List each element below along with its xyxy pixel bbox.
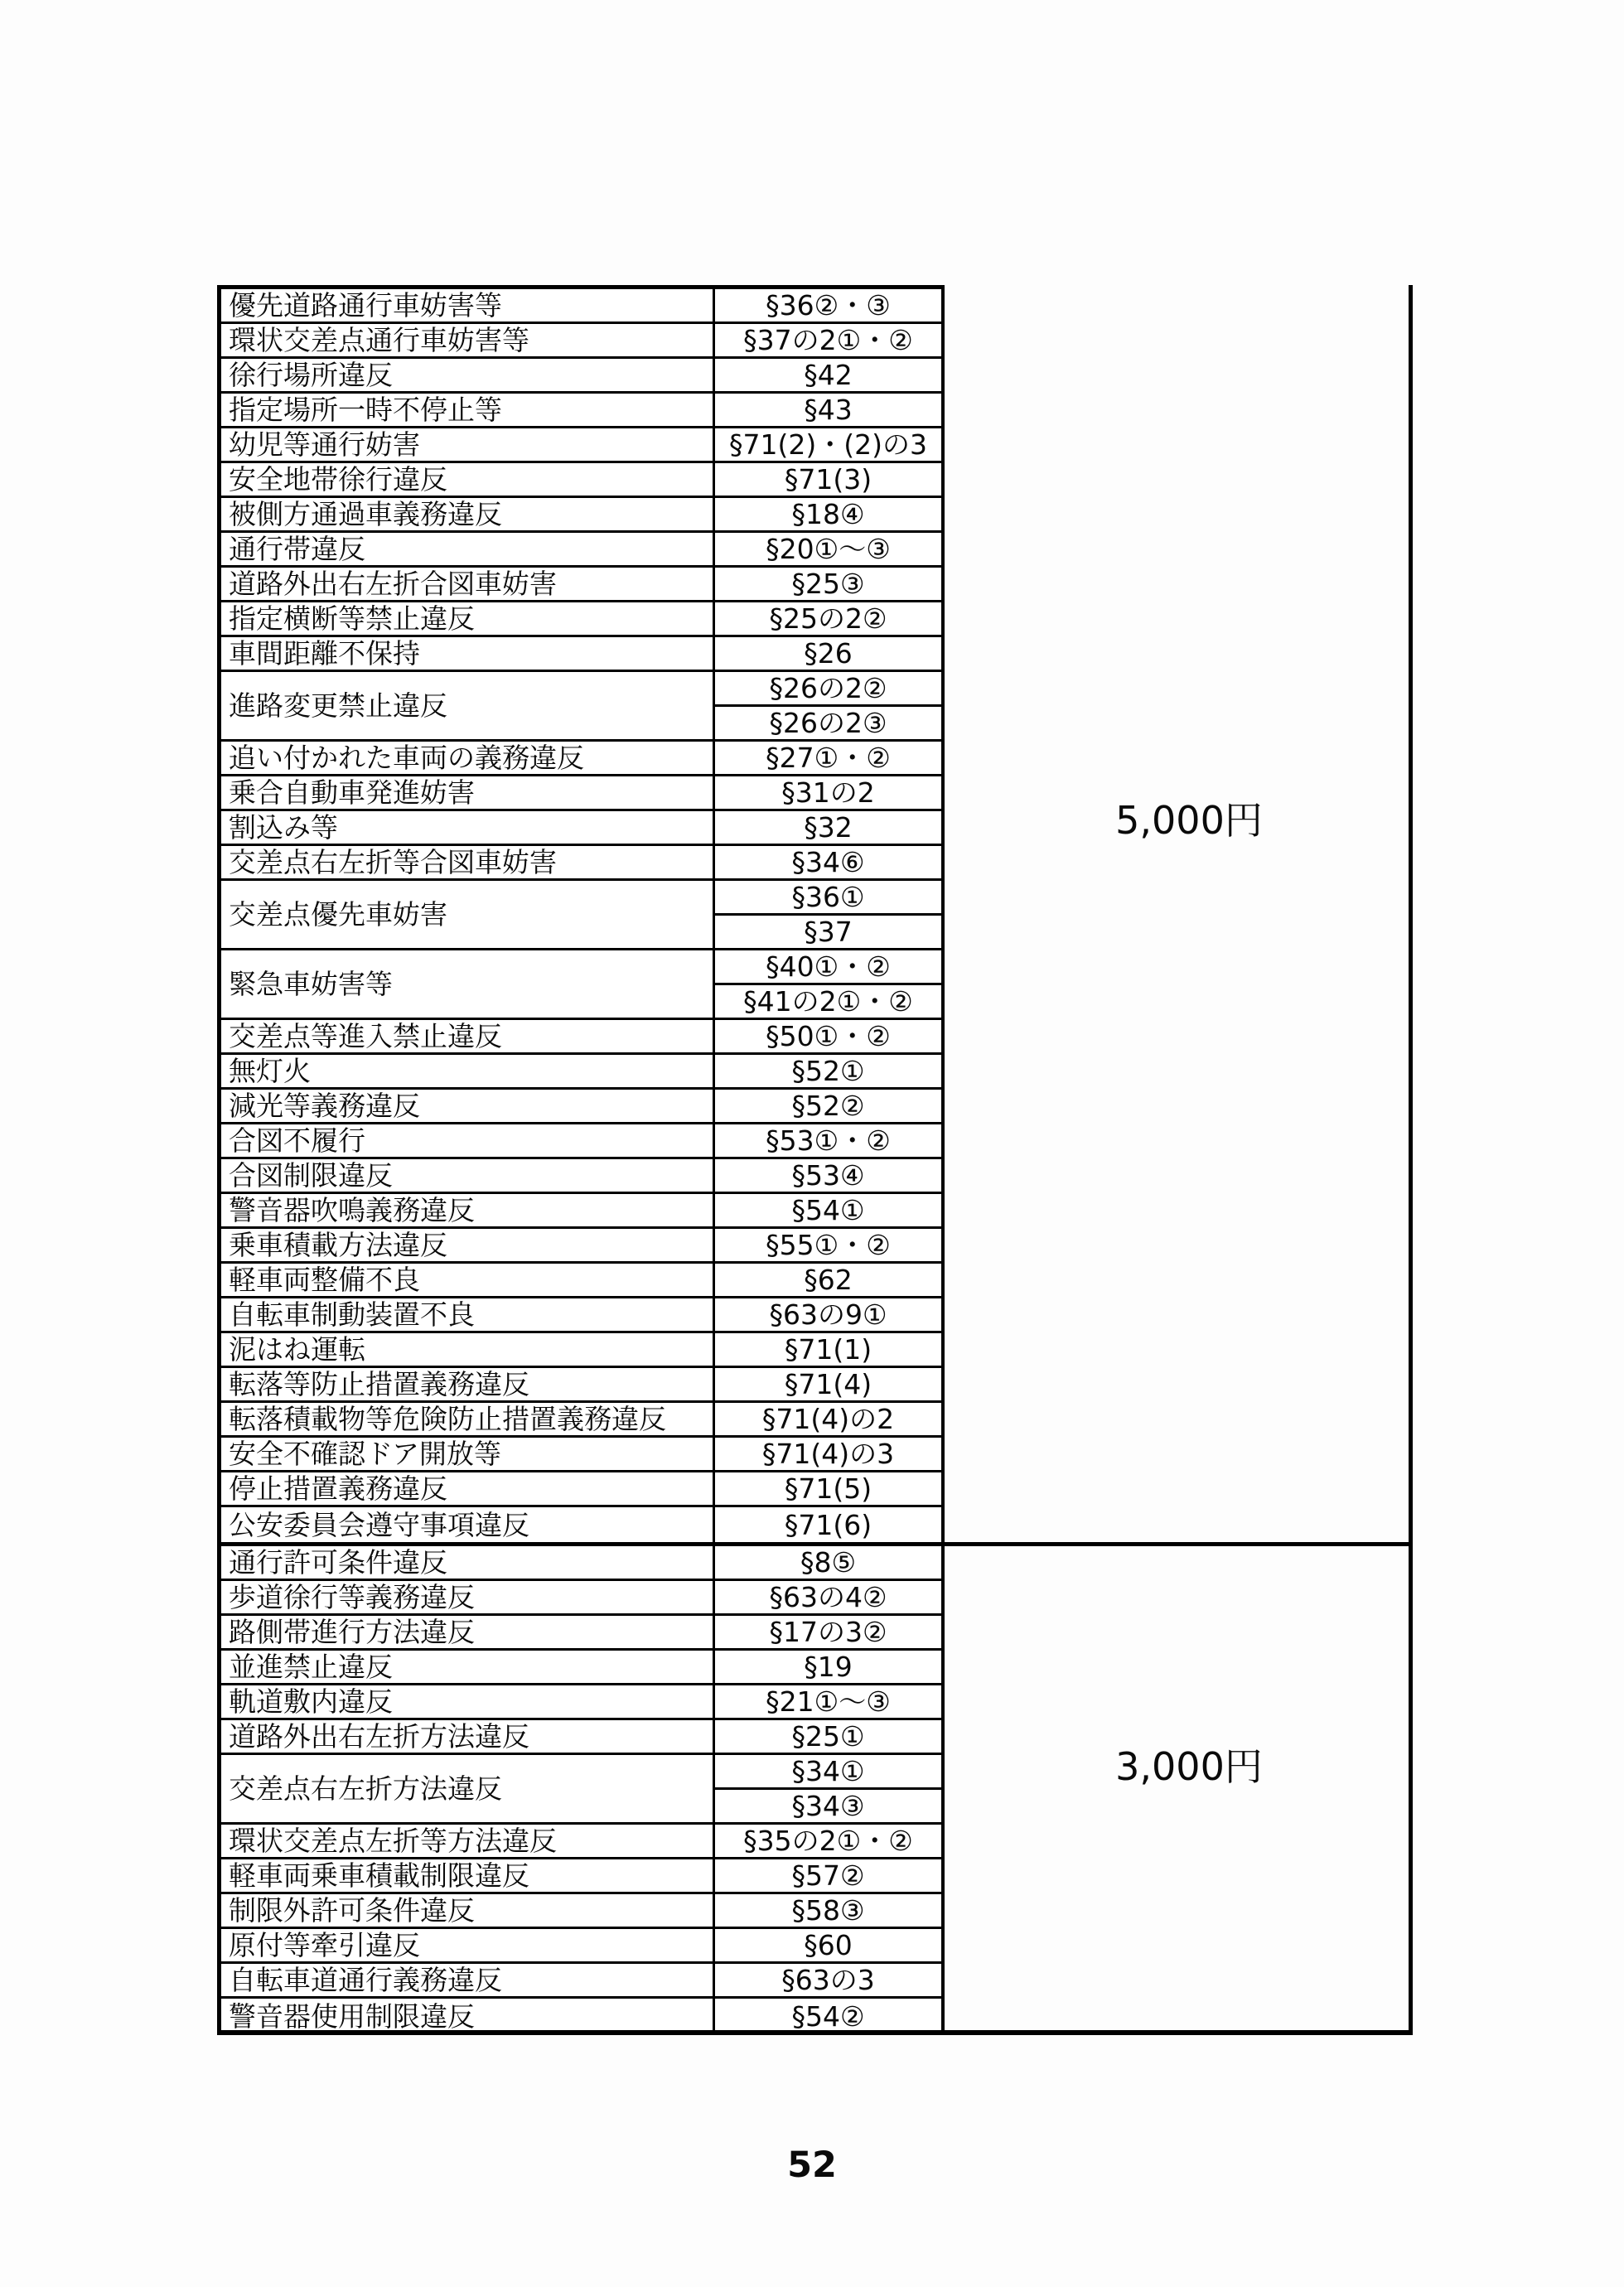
- table-row: [221, 498, 941, 533]
- violation-name-cell: 警音器吹鳴義務違反: [221, 1194, 715, 1226]
- article-cell-group: [715, 1229, 941, 1261]
- article-ref-cell: §26の2②: [769, 672, 887, 704]
- violation-name-cell: 合図制限違反: [221, 1159, 715, 1192]
- article-cell-group: [715, 1894, 941, 1927]
- article-ref-cell: §52②: [791, 1090, 865, 1122]
- violation-name-cell: 交差点右左折方法違反: [221, 1755, 715, 1822]
- table-row: [221, 289, 941, 324]
- table-row: [221, 1438, 941, 1472]
- article-ref-cell: §35の2①・②: [743, 1825, 913, 1857]
- violation-name-cell: 徐行場所違反: [221, 359, 715, 391]
- article-ref-cell: §71(1): [784, 1333, 872, 1366]
- table-row: [221, 1368, 941, 1403]
- article-cell-group: [715, 776, 941, 809]
- violation-name-cell: 軌道敷内違反: [221, 1685, 715, 1718]
- article-cell-group: [715, 1507, 941, 1542]
- table-row: [221, 1755, 941, 1825]
- article-cell-group: [715, 1298, 941, 1331]
- violations-fine-table: [217, 285, 1413, 2030]
- violation-name-cell: 減光等義務違反: [221, 1090, 715, 1122]
- violation-name-cell: 割込み等: [221, 811, 715, 844]
- violation-name-cell: 自転車道通行義務違反: [221, 1964, 715, 1996]
- article-cell-group: [715, 394, 941, 426]
- article-cell-group: [715, 1651, 941, 1683]
- violation-name-cell: 交差点優先車妨害: [221, 881, 715, 948]
- article-cell-group: [715, 811, 941, 844]
- article-cell-group: [715, 1964, 941, 1996]
- fine-amount-column: [945, 285, 1413, 2030]
- article-ref-cell: §71(5): [784, 1472, 872, 1505]
- violation-name-cell: 転落等防止措置義務違反: [221, 1368, 715, 1400]
- article-ref-cell: §26の2③: [715, 704, 941, 739]
- article-ref-cell: §34⑥: [791, 846, 865, 878]
- table-row: [221, 1616, 941, 1651]
- article-ref-cell: §71(3): [784, 463, 872, 496]
- violation-name-cell: 通行帯違反: [221, 533, 715, 565]
- article-cell-group: [715, 1616, 941, 1648]
- table-row: [221, 1194, 941, 1229]
- table-row: [221, 1298, 941, 1333]
- table-row: [221, 672, 941, 742]
- article-cell-group: [715, 428, 941, 461]
- article-cell-group: [715, 1859, 941, 1892]
- violation-name-cell: 原付等牽引違反: [221, 1929, 715, 1961]
- table-row: [221, 602, 941, 637]
- article-ref-cell: §31の2: [781, 776, 875, 809]
- table-bottom-border: [217, 2030, 1413, 2035]
- violation-name-cell: 乗合自動車発進妨害: [221, 776, 715, 809]
- article-cell-group: [715, 1685, 941, 1718]
- article-cell-group: [715, 742, 941, 774]
- article-ref-cell: §53④: [791, 1159, 865, 1192]
- table-row: [221, 1159, 941, 1194]
- table-row: [221, 1859, 941, 1894]
- fine-amount-5000-label: 5,000円: [1115, 798, 1263, 843]
- violation-name-cell: 安全不確認ドア開放等: [221, 1438, 715, 1470]
- fine-section-3000: [221, 1542, 941, 2030]
- article-ref-cell: §25の2②: [769, 602, 887, 635]
- article-cell-group: [715, 1020, 941, 1052]
- table-row: [221, 1651, 941, 1685]
- violation-name-cell: 停止措置義務違反: [221, 1472, 715, 1505]
- table-row: [221, 394, 941, 428]
- article-ref-cell: §34①: [791, 1755, 865, 1787]
- table-row: [221, 1685, 941, 1720]
- article-cell-group: [715, 1720, 941, 1753]
- article-cell-group: [715, 1546, 941, 1579]
- article-ref-cell: §27①・②: [766, 742, 891, 774]
- article-ref-cell: §37の2①・②: [743, 324, 913, 356]
- article-ref-cell: §63の3: [781, 1964, 875, 1996]
- table-row: [221, 533, 941, 568]
- violation-name-cell: 環状交差点左折等方法違反: [221, 1825, 715, 1857]
- violation-name-cell: 安全地帯徐行違反: [221, 463, 715, 496]
- violation-name-cell: 幼児等通行妨害: [221, 428, 715, 461]
- article-cell-group: [715, 359, 941, 391]
- table-row: [221, 1403, 941, 1438]
- violation-name-cell: 指定横断等禁止違反: [221, 602, 715, 635]
- article-ref-cell: §26: [804, 637, 853, 670]
- table-row: [221, 1333, 941, 1368]
- fine-amount-3000-label: 3,000円: [1115, 1744, 1263, 1789]
- violation-name-cell: 道路外出右左折合図車妨害: [221, 568, 715, 600]
- article-cell-group: [715, 1472, 941, 1505]
- table-row: [221, 1825, 941, 1859]
- violation-name-cell: 軽車両整備不良: [221, 1264, 715, 1296]
- table-row: [221, 1055, 941, 1090]
- violation-name-cell: 優先道路通行車妨害等: [221, 289, 715, 322]
- violation-name-cell: 公安委員会遵守事項違反: [221, 1507, 715, 1542]
- violation-name-cell: 軽車両乗車積載制限違反: [221, 1859, 715, 1892]
- table-row: [221, 1546, 941, 1581]
- table-row: [221, 637, 941, 672]
- article-ref-cell: §25①: [791, 1720, 865, 1753]
- violation-name-cell: 交差点右左折等合図車妨害: [221, 846, 715, 878]
- violation-name-cell: 通行許可条件違反: [221, 1546, 715, 1579]
- article-cell-group: [715, 881, 941, 948]
- violation-name-cell: 無灯火: [221, 1055, 715, 1087]
- article-cell-group: [715, 1124, 941, 1157]
- article-cell-group: [715, 533, 941, 565]
- table-row: [221, 1999, 941, 2030]
- violation-name-cell: 被側方通過車義務違反: [221, 498, 715, 530]
- table-row: [221, 1720, 941, 1755]
- article-cell-group: [715, 1581, 941, 1613]
- article-ref-cell: §50①・②: [766, 1020, 891, 1052]
- article-ref-cell: §71(6): [784, 1508, 872, 1541]
- article-cell-group: [715, 846, 941, 878]
- table-row: [221, 1090, 941, 1124]
- article-cell-group: [715, 602, 941, 635]
- article-ref-cell: §60: [804, 1929, 853, 1961]
- table-row: [221, 1929, 941, 1964]
- article-ref-cell: §55①・②: [766, 1229, 891, 1261]
- article-ref-cell: §53①・②: [766, 1124, 891, 1157]
- article-cell-group: [715, 1333, 941, 1366]
- article-ref-cell: §63の4②: [769, 1581, 887, 1613]
- table-row: [221, 324, 941, 359]
- table-row: [221, 1020, 941, 1055]
- article-cell-group: [715, 1403, 941, 1435]
- article-cell-group: [715, 1438, 941, 1470]
- violation-name-cell: 交差点等進入禁止違反: [221, 1020, 715, 1052]
- article-cell-group: [715, 1999, 941, 2030]
- article-ref-cell: §54①: [791, 1194, 865, 1226]
- violation-name-cell: 車間距離不保持: [221, 637, 715, 670]
- violation-name-cell: 自転車制動装置不良: [221, 1298, 715, 1331]
- article-cell-group: [715, 1264, 941, 1296]
- article-ref-cell: §36①: [791, 881, 865, 913]
- article-ref-cell: §62: [804, 1264, 853, 1296]
- article-ref-cell: §18④: [791, 498, 865, 530]
- article-ref-cell: §36②・③: [766, 289, 891, 322]
- article-cell-group: [715, 1090, 941, 1122]
- article-ref-cell: §32: [804, 811, 853, 844]
- article-ref-cell: §54②: [791, 1999, 865, 2030]
- table-row: [221, 846, 941, 881]
- article-cell-group: [715, 498, 941, 530]
- page-number: 52: [787, 2144, 837, 2186]
- article-ref-cell: §71(4)の2: [761, 1403, 895, 1435]
- article-ref-cell: §71(2)・(2)の3: [729, 428, 927, 461]
- article-ref-cell: §21①～③: [766, 1685, 891, 1718]
- article-cell-group: [715, 463, 941, 496]
- article-ref-cell: §41の2①・②: [715, 983, 941, 1018]
- table-row: [221, 359, 941, 394]
- violation-name-cell: 指定場所一時不停止等: [221, 394, 715, 426]
- article-ref-cell: §20①～③: [766, 533, 891, 565]
- violation-name-cell: 制限外許可条件違反: [221, 1894, 715, 1927]
- violation-name-cell: 道路外出右左折方法違反: [221, 1720, 715, 1753]
- violation-name-cell: 環状交差点通行車妨害等: [221, 324, 715, 356]
- article-ref-cell: §71(4): [784, 1368, 872, 1400]
- table-row: [221, 950, 941, 1020]
- table-row: [221, 742, 941, 776]
- article-ref-cell: §43: [804, 394, 853, 426]
- article-ref-cell: §52①: [791, 1055, 865, 1087]
- article-ref-cell: §42: [804, 359, 853, 391]
- table-row: [221, 1894, 941, 1929]
- article-cell-group: [715, 672, 941, 739]
- article-cell-group: [715, 289, 941, 322]
- fine-section-divider-line: [945, 1542, 1409, 1546]
- article-ref-cell: §57②: [791, 1859, 865, 1892]
- article-cell-group: [715, 950, 941, 1018]
- table-row: [221, 1472, 941, 1507]
- article-cell-group: [715, 637, 941, 670]
- table-row: [221, 1581, 941, 1616]
- violation-name-cell: 合図不履行: [221, 1124, 715, 1157]
- violation-name-cell: 乗車積載方法違反: [221, 1229, 715, 1261]
- article-ref-cell: §8⑤: [800, 1546, 857, 1579]
- violation-name-cell: 歩道徐行等義務違反: [221, 1581, 715, 1613]
- table-row: [221, 1124, 941, 1159]
- table-row: [221, 776, 941, 811]
- article-cell-group: [715, 1159, 941, 1192]
- article-ref-cell: §58③: [791, 1894, 865, 1927]
- table-row: [221, 881, 941, 950]
- table-row: [221, 463, 941, 498]
- article-cell-group: [715, 1825, 941, 1857]
- table-row: [221, 568, 941, 602]
- article-cell-group: [715, 1755, 941, 1822]
- violation-name-cell: 泥はね運転: [221, 1333, 715, 1366]
- article-ref-cell: §37: [715, 913, 941, 948]
- table-row: [221, 1964, 941, 1999]
- article-cell-group: [715, 1368, 941, 1400]
- article-ref-cell: §34③: [715, 1787, 941, 1822]
- table-row: [221, 1507, 941, 1542]
- article-cell-group: [715, 1194, 941, 1226]
- article-cell-group: [715, 324, 941, 356]
- table-row: [221, 428, 941, 463]
- table-row: [221, 1264, 941, 1298]
- article-ref-cell: §71(4)の3: [761, 1438, 895, 1470]
- violation-name-cell: 路側帯進行方法違反: [221, 1616, 715, 1648]
- violation-name-cell: 警音器使用制限違反: [221, 1999, 715, 2030]
- article-ref-cell: §63の9①: [769, 1298, 887, 1331]
- violation-name-cell: 転落積載物等危険防止措置義務違反: [221, 1403, 715, 1435]
- article-ref-cell: §40①・②: [766, 950, 891, 983]
- violation-name-cell: 緊急車妨害等: [221, 950, 715, 1018]
- article-cell-group: [715, 1055, 941, 1087]
- article-cell-group: [715, 1929, 941, 1961]
- violation-article-grid: [217, 285, 945, 2030]
- article-cell-group: [715, 568, 941, 600]
- article-ref-cell: §25③: [791, 568, 865, 600]
- violation-name-cell: 並進禁止違反: [221, 1651, 715, 1683]
- table-row: [221, 811, 941, 846]
- violation-name-cell: 進路変更禁止違反: [221, 672, 715, 739]
- violation-name-cell: 追い付かれた車両の義務違反: [221, 742, 715, 774]
- table-row: [221, 1229, 941, 1264]
- article-ref-cell: §19: [804, 1651, 853, 1683]
- article-ref-cell: §17の3②: [769, 1616, 887, 1648]
- fine-section-5000: [221, 289, 941, 1542]
